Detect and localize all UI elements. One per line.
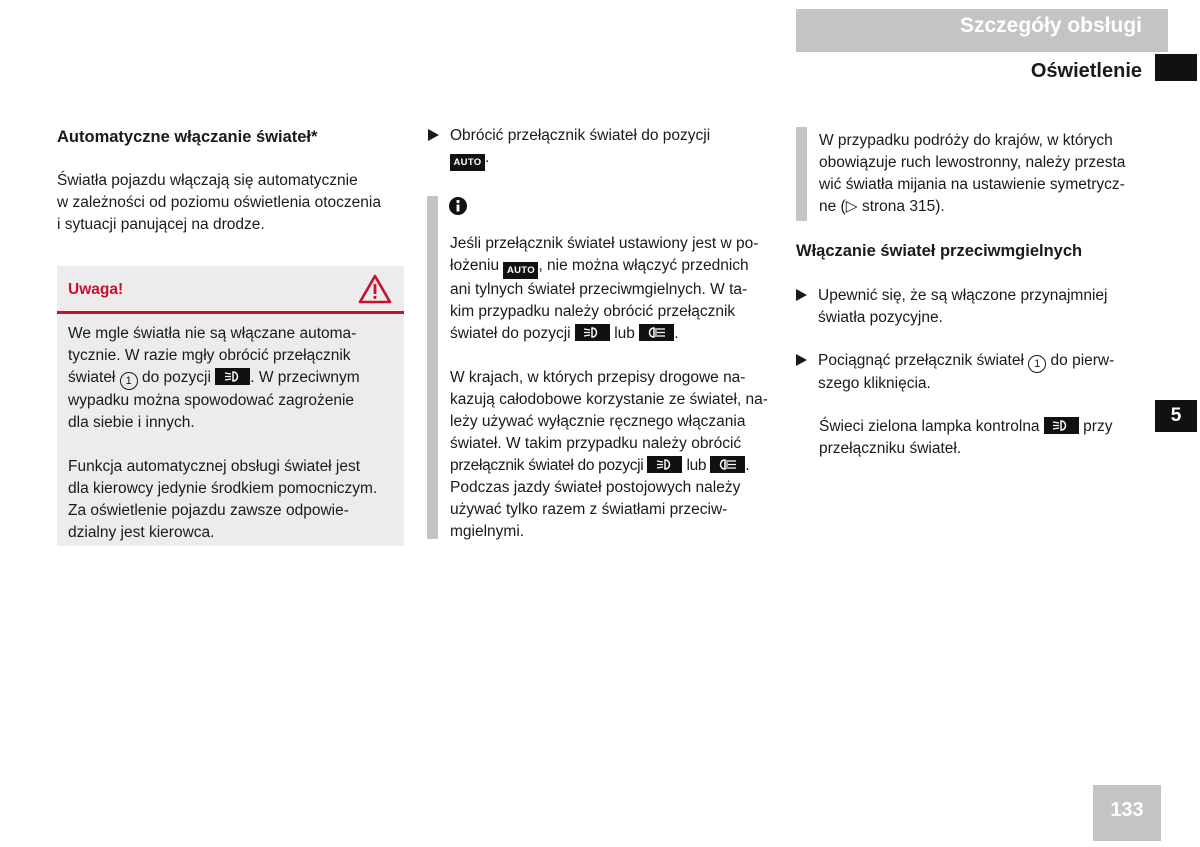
- intro-paragraph: [57, 170, 407, 236]
- spacer: [450, 345, 780, 367]
- info-line: W krajach, w których przepisy drogowe na-: [450, 369, 746, 386]
- note-line: obowiązuje ruch lewostronny, należy przesta: [819, 154, 1126, 171]
- header-marker-block: [1155, 54, 1197, 81]
- warning-line: [68, 367, 398, 390]
- info-line: ani tylnych świateł przeciwmgielnych. W ta-: [450, 281, 748, 298]
- text-fragment: Pociągnąć przełącznik świateł: [818, 352, 1029, 369]
- warning-line: Za oświetlenie pojazdu zawsze odpowie-: [68, 502, 349, 519]
- auto-position-instruction: [428, 125, 758, 171]
- info-note: [450, 233, 780, 543]
- warning-line: dla siebie i innych.: [68, 414, 195, 431]
- fog-lamp-front-icon: [215, 368, 250, 385]
- auto-position-icon: AUTO: [450, 154, 485, 171]
- chapter-tab: 5: [1155, 400, 1197, 432]
- bullet-item: [796, 285, 1146, 329]
- note-line: wić światła mijania na ustawienie symetrycz-: [819, 176, 1125, 193]
- note-line: [819, 196, 1159, 218]
- auto-position-icon: AUTO: [503, 262, 538, 279]
- text-fragment: ne (: [819, 198, 846, 215]
- text-fragment: Świeci zielona lampka kontrolna: [819, 418, 1044, 435]
- info-line: mgielnymi.: [450, 523, 525, 540]
- intro-line: w zależności od poziomu oświetlenia otoczenia: [57, 194, 381, 211]
- warning-line: dzialny jest kierowca.: [68, 524, 215, 541]
- warning-body: [68, 323, 398, 544]
- instruction-line: Obrócić przełącznik świateł do pozycji: [450, 127, 711, 144]
- fog-lamp-front-icon: [647, 456, 682, 473]
- text-fragment: lub: [609, 325, 640, 342]
- text-fragment: świateł: [68, 369, 120, 386]
- warning-line: wypadku można spowodować zagrożenie: [68, 392, 355, 409]
- switch-number-1-icon: 1: [1028, 355, 1046, 373]
- subsection-title: Oświetlenie: [1030, 60, 1142, 82]
- instruction-line: przełączniku świateł.: [819, 440, 962, 457]
- fog-lamp-rear-icon: [710, 456, 745, 473]
- info-line: używać tylko razem z światłami przeciw-: [450, 501, 728, 518]
- fog-lights-heading: Włączanie świateł przeciwmgielnych: [796, 242, 1083, 260]
- warning-line: Funkcja automatycznej obsługi świateł jest: [68, 458, 361, 475]
- info-line: Jeśli przełącznik świateł ustawiony jest w po-: [450, 235, 759, 252]
- text-fragment: lub: [682, 457, 711, 474]
- warning-header: [57, 266, 404, 314]
- info-line: kazują całodobowe korzystanie ze świateł, na-: [450, 391, 768, 408]
- indicator-paragraph: [819, 416, 1146, 460]
- info-line: [450, 255, 780, 279]
- warning-title: Uwaga!: [68, 281, 124, 298]
- instruction-line: światła pozycyjne.: [818, 309, 943, 326]
- instruction-line: [450, 147, 710, 171]
- text-fragment: . W przeciwnym: [250, 369, 360, 386]
- section-title: Szczegóły obsługi: [959, 14, 1142, 37]
- switch-number-1-icon: 1: [120, 372, 138, 390]
- left-hand-traffic-note: [819, 130, 1159, 218]
- info-icon: [448, 196, 468, 216]
- bullet-arrow-icon: [428, 129, 439, 141]
- intro-line: i sytuacji panującej na drodze.: [57, 216, 265, 233]
- warning-box: [57, 266, 404, 546]
- warning-line: dla kierowcy jedynie środkiem pomocniczym.: [68, 480, 378, 497]
- info-line: leży używać wyłącznie ręcznego włączania: [450, 413, 746, 430]
- bullet-arrow-icon: [796, 289, 807, 301]
- page-number: 133: [1093, 785, 1161, 841]
- instruction-line: Upewnić się, że są włączone przynajmniej: [818, 287, 1108, 304]
- text-fragment: przy: [1078, 418, 1113, 435]
- warning-line: We mgle światła nie są włączane automa-: [68, 325, 357, 342]
- warning-line: tycznie. W razie mgły obrócić przełącznik: [68, 347, 351, 364]
- text-fragment: strona 315).: [857, 198, 945, 215]
- text-fragment: , nie można włączyć przednich: [538, 257, 749, 274]
- text-fragment: .: [485, 149, 490, 166]
- page-reference-arrow-icon: ▷: [845, 198, 858, 215]
- fog-lamp-rear-icon: [639, 324, 674, 341]
- note-line: W przypadku podróży do krajów, w których: [819, 132, 1113, 149]
- text-fragment: przełącznik świateł do pozycji: [450, 457, 648, 474]
- info-line: Podczas jazdy świateł postojowych należy: [450, 479, 741, 496]
- auto-lights-heading: Automatyczne włączanie świateł*: [57, 128, 318, 146]
- info-sidebar: [427, 196, 438, 539]
- warning-triangle-icon: [358, 273, 392, 305]
- text-fragment: .: [674, 325, 679, 342]
- fog-lamp-indicator-icon: [1044, 417, 1079, 434]
- instruction-line: [819, 416, 1146, 438]
- spacer: [68, 434, 398, 456]
- bullet-item: [428, 125, 758, 171]
- bullet-arrow-icon: [796, 354, 807, 366]
- info-line: świateł. W takim przypadku należy obrócić: [450, 435, 742, 452]
- instruction-line: szego kliknięcia.: [818, 375, 931, 392]
- text-fragment: świateł do pozycji: [450, 325, 575, 342]
- text-fragment: .: [745, 457, 750, 474]
- text-fragment: łożeniu: [450, 257, 504, 274]
- text-fragment: do pozycji: [137, 369, 216, 386]
- bullet-item: [796, 350, 1146, 395]
- intro-line: Światła pojazdu włączają się automatycznie: [57, 172, 358, 189]
- instruction-line: [818, 350, 1114, 373]
- text-fragment: do pierw-: [1046, 352, 1115, 369]
- info-line: kim przypadku należy obrócić przełącznik: [450, 303, 736, 320]
- fog-lamp-front-icon: [575, 324, 610, 341]
- note-sidebar: [796, 127, 807, 221]
- info-line: [450, 455, 780, 477]
- info-line: [450, 323, 780, 345]
- fog-lights-instructions: [796, 285, 1146, 460]
